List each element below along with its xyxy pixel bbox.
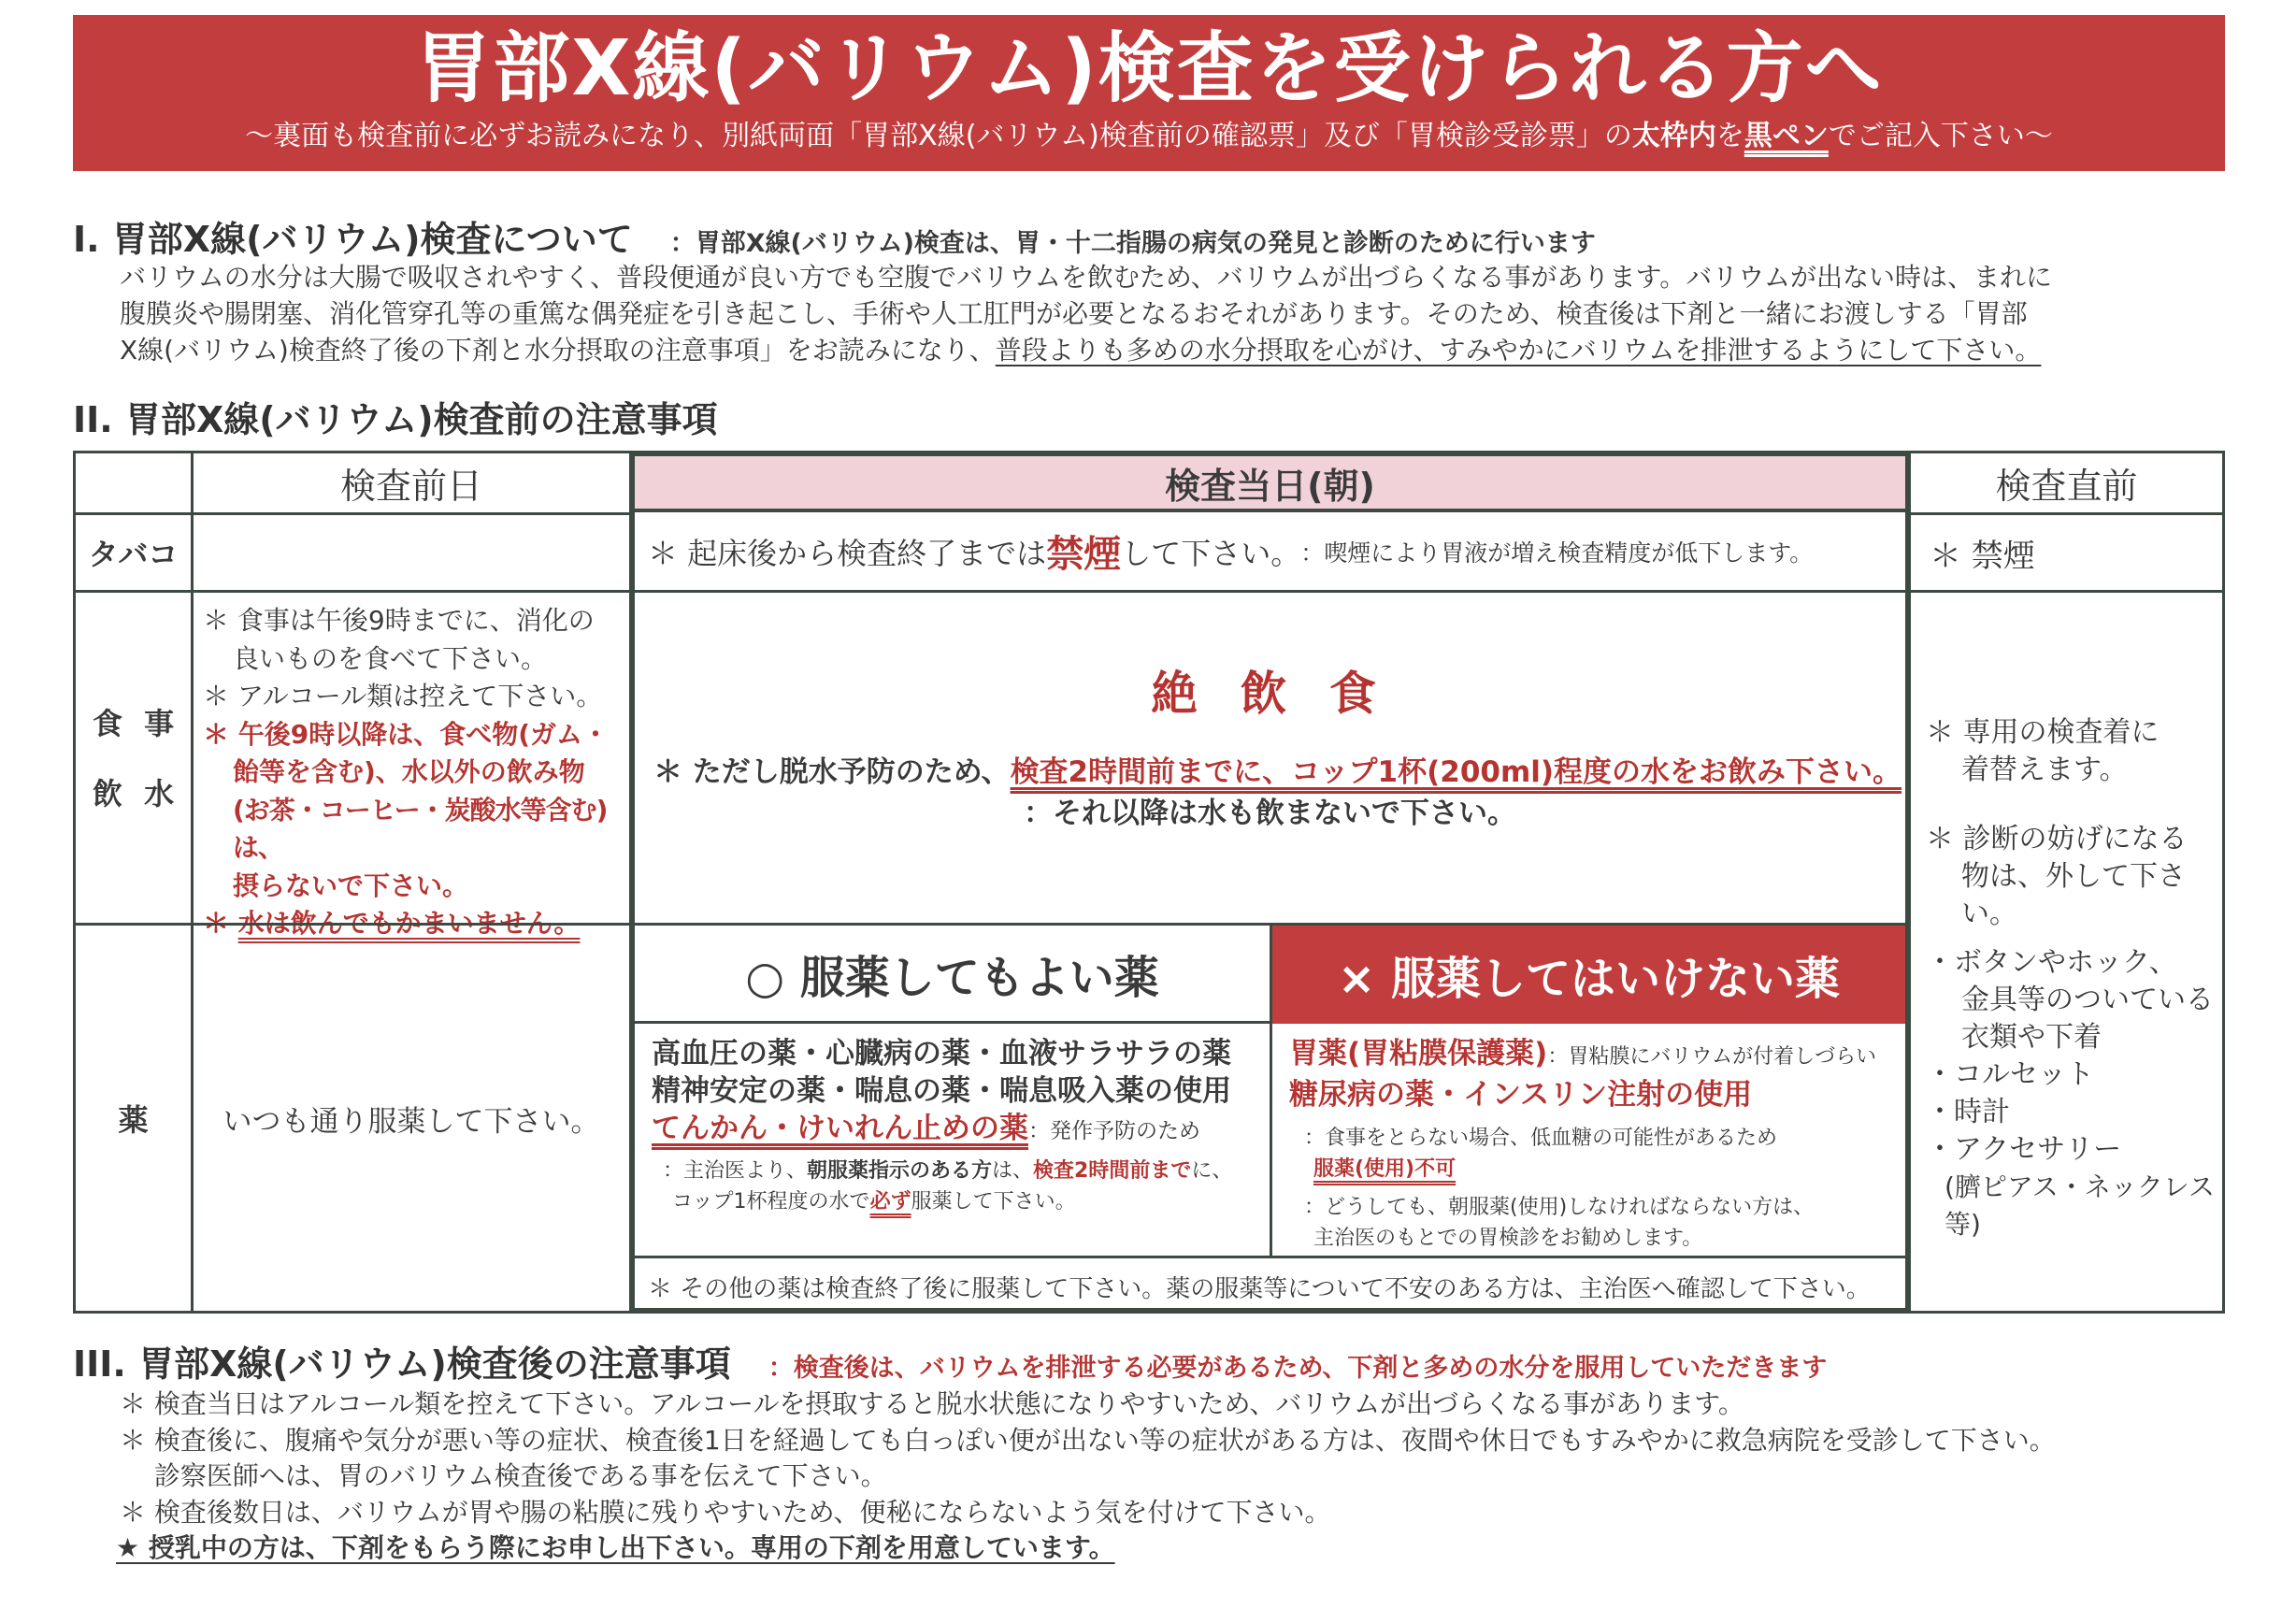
- text-segment: 良いものを食べて下さい。: [233, 642, 548, 674]
- row-header-meal: [73, 590, 194, 926]
- breastfeeding-note: ★ 授乳中の方は、下剤をもらう際にお申し出下さい。専用の下剤を用意しています。: [116, 1532, 1115, 1563]
- text-segment: [635, 1024, 1270, 1150]
- medicine-ok-title: ○ 服薬してもよい薬: [635, 926, 1270, 1024]
- text-segment: バリウムの水分は大腸で吸収されやすく、普段便通が良い方でも空腹でバリウムを飲むため、バリウムが出づらくなる事があります。バリウムが出ない時は、まれに: [120, 262, 2052, 293]
- title-banner: [73, 15, 2225, 171]
- text-segment: [663, 1186, 1270, 1217]
- text-segment: ・アクセサリー: [1926, 1133, 2122, 1166]
- text-segment: ＊ 診断の妨げになる: [1926, 823, 2188, 855]
- text-segment: 太枠内: [1631, 120, 1716, 152]
- text-segment: ＊ 食事は午後9時までに、消化の: [203, 605, 595, 636]
- text-segment: ：どうしても、朝服薬(使用)しなければならない方は、: [1304, 1196, 1815, 1219]
- row-header-medicine: 薬: [73, 923, 194, 1314]
- text-segment: 絶 飲 食: [1151, 667, 1389, 721]
- text-segment: [1926, 789, 2222, 821]
- text-segment: ：胃粘膜にバリウムが付着しづらい: [1547, 1045, 1877, 1069]
- text-segment: 飲 水: [93, 776, 180, 812]
- text-segment: 服薬して下さい。: [911, 1190, 1076, 1214]
- text-segment: ：発作予防のため: [1028, 1119, 1200, 1143]
- medicine-ng-title: × 服薬してはいけない薬: [1272, 926, 1905, 1024]
- text-segment: 着替えます。: [1961, 754, 2128, 786]
- tobacco-exam-day: [635, 512, 1905, 593]
- other-medicine-note: ＊ その他の薬は検査終了後に服薬して下さい。薬の服薬等について不安のある方は、主治医へ確認して下さい。: [648, 1275, 1871, 1303]
- banner-subtitle: [73, 118, 2225, 155]
- medicine-ok-panel: [635, 926, 1272, 1258]
- text-segment: 腹膜炎や腸閉塞、消化管穿孔等の重篤な偶発症を引き起こし、手術や人工肛門が必要となるおそれがあります。そのため、検査後は下剤と一緒にお渡しする「胃部: [120, 298, 2028, 329]
- text-segment: 高血圧の薬・心臓病の薬・血液サラサラの薬: [652, 1037, 1231, 1070]
- text-segment: 物は、外して下さい。: [1961, 860, 2186, 930]
- text-segment: [653, 748, 1901, 790]
- text-segment: ＊ アルコール類は控えて下さい。: [203, 681, 603, 711]
- text-segment: 服薬(使用)不可: [1313, 1157, 1457, 1181]
- text-segment: (お茶・コーヒー・炭酸水等含む)は、: [233, 794, 608, 863]
- meal-exam-day: [635, 593, 1905, 926]
- text-segment: ・ボタンやホック、: [1926, 946, 2177, 979]
- text-segment: (臍ピアス・ネックレス等): [1944, 1171, 2215, 1240]
- text-segment: てんかん・けいれん止めの薬: [652, 1112, 1028, 1145]
- meal-prev-day: [191, 590, 632, 939]
- text-segment: ＊ 専用の検査着に: [1926, 716, 2160, 749]
- text-segment: 食 事: [93, 706, 180, 741]
- text-segment: に、: [1191, 1159, 1233, 1183]
- text-segment: [1289, 1035, 1905, 1076]
- col-header-prev-day: 検査前日: [191, 451, 632, 515]
- text-segment: [191, 512, 632, 593]
- medicine-ng-panel: [1272, 926, 1905, 1258]
- section-2-heading: II. 胃部X線(バリウム)検査前の注意事項: [73, 399, 718, 440]
- text-segment: ・時計: [1926, 1096, 2010, 1128]
- text-segment: 精神安定の薬・喘息の薬・喘息吸入薬の使用: [652, 1074, 1231, 1108]
- col-header-exam-day: 検査当日(朝): [635, 456, 1905, 512]
- text-segment: 糖尿病の薬・インスリン注射の使用: [1289, 1078, 1753, 1112]
- text-segment: して下さい。: [1121, 535, 1301, 571]
- text-segment: [1926, 933, 2222, 944]
- text-segment: ＊ 起床後から検査終了までは: [648, 535, 1047, 571]
- text-segment: ：主治医より、: [663, 1159, 808, 1183]
- text-segment: 黒ペン: [1744, 120, 1829, 152]
- section-1-heading: [73, 210, 1596, 262]
- text-segment: 水は飲んでもかまいません。: [237, 908, 581, 939]
- section-3-body: [116, 1386, 2056, 1567]
- text-segment: でご記入下さい～: [1828, 120, 2053, 152]
- text-segment: ：それ以降は水も飲まないで下さい。: [1024, 797, 1516, 830]
- text-segment: [663, 1156, 1270, 1186]
- text-segment: ：検査後は、バリウムを排泄する必要があるため、下剤と多めの水分を服用していただきます: [768, 1354, 1828, 1383]
- text-segment: ：喫煙により胃液が増え検査精度が低下します。: [1300, 539, 1814, 567]
- text-segment: を: [1715, 120, 1744, 152]
- text-segment: 診察医師へは、胃のバリウム検査後である事を伝えて下さい。: [120, 1460, 887, 1491]
- text-segment: 衣類や下着: [1961, 1021, 2102, 1054]
- row-header-tobacco: タバコ: [73, 512, 194, 593]
- text-segment: は、: [992, 1159, 1034, 1183]
- col-header-just-before: 検査直前: [1908, 451, 2225, 515]
- text-segment: ＊ ただし脱水予防のため、: [653, 755, 1011, 789]
- text-segment: ＊ 検査当日はアルコール類を控えて下さい。アルコールを摂取すると脱水状態になりやすいため、バリウムが出づらくなる事があります。: [120, 1388, 1744, 1419]
- text-segment: I. 胃部X線(バリウム)検査について: [73, 219, 633, 260]
- medicine-prev-day: いつも通り服薬して下さい。: [191, 923, 632, 1314]
- before-exam-instructions: [1908, 590, 2225, 1314]
- text-segment: [652, 1110, 1270, 1150]
- text-segment: ～裏面も検査前に必ずお読みになり、別紙両面「胃部X線(バリウム)検査前の確認票」及び「胃検診受診票」の: [245, 120, 1632, 152]
- text-segment: ＊ 午後9時以降は、食べ物(ガム・: [203, 718, 610, 750]
- text-segment: 検査2時間前までに、コップ1杯(200ml)程度の水をお飲み下さい。: [1010, 755, 1902, 789]
- text-segment: 金具等のついている: [1961, 984, 2214, 1016]
- text-segment: 朝服薬指示のある方: [807, 1159, 993, 1183]
- text-segment: [73, 451, 194, 515]
- section-3-heading: [73, 1335, 1827, 1386]
- text-segment: III. 胃部X線(バリウム)検査後の注意事項: [73, 1343, 731, 1385]
- text-segment: ＊ 水は飲んでもかまいません。: [203, 908, 581, 939]
- text-segment: 主治医のもとでの胃検診をお勧めします。: [1313, 1227, 1703, 1250]
- text-segment: ＊ 検査後に、腹痛や気分が悪い等の症状、検査後1日を経過しても白っぽい便が出ない等の症状がある方は、夜間や休日でもすみやかに救急病院を受診して下さい。: [120, 1424, 2056, 1456]
- text-segment: 胃薬(胃粘膜保護薬): [1289, 1037, 1548, 1070]
- page-title: 胃部X線(バリウム)検査を受けられる方へ: [414, 24, 1884, 113]
- text-segment: コップ1杯程度の水で: [672, 1190, 870, 1214]
- text-segment: 禁煙: [1046, 533, 1122, 576]
- text-segment: ：胃部X線(バリウム)検査は、胃・十二指腸の病気の発見と診断のために行います: [669, 229, 1596, 258]
- text-segment: ・コルセット: [1926, 1058, 2094, 1091]
- tobacco-before: ＊ 禁煙: [1908, 512, 2225, 593]
- text-segment: [1272, 1113, 1905, 1254]
- section-1-body: [120, 259, 2052, 368]
- text-segment: 普段よりも多めの水分摂取を心がけ、すみやかにバリウムを排泄するようにして下さい。: [995, 335, 2042, 366]
- text-segment: [120, 332, 2052, 368]
- text-segment: ：食事をとらない場合、低血糖の可能性があるため: [1304, 1127, 1778, 1150]
- text-segment: X線(バリウム)検査終了後の下剤と水分摂取の注意事項」をお読みになり、: [120, 335, 996, 366]
- text-segment: [1272, 1024, 1905, 1113]
- text-segment: 午後9時以降は、食べ物(ガム・: [237, 718, 610, 750]
- exam-day-box: [629, 451, 1911, 1314]
- text-segment: 検査2時間前まで: [1033, 1159, 1192, 1183]
- text-segment: [635, 1150, 1270, 1217]
- text-segment: 摂らないで下さい。: [233, 869, 469, 901]
- text-segment: 必ず: [869, 1190, 911, 1214]
- text-segment: ＊ 検査後数日は、バリウムが胃や腸の粘膜に残りやすいため、便秘にならないよう気を付けて下さい。: [120, 1496, 1331, 1528]
- text-segment: 飴等を含む)、水以外の飲み物: [233, 756, 585, 787]
